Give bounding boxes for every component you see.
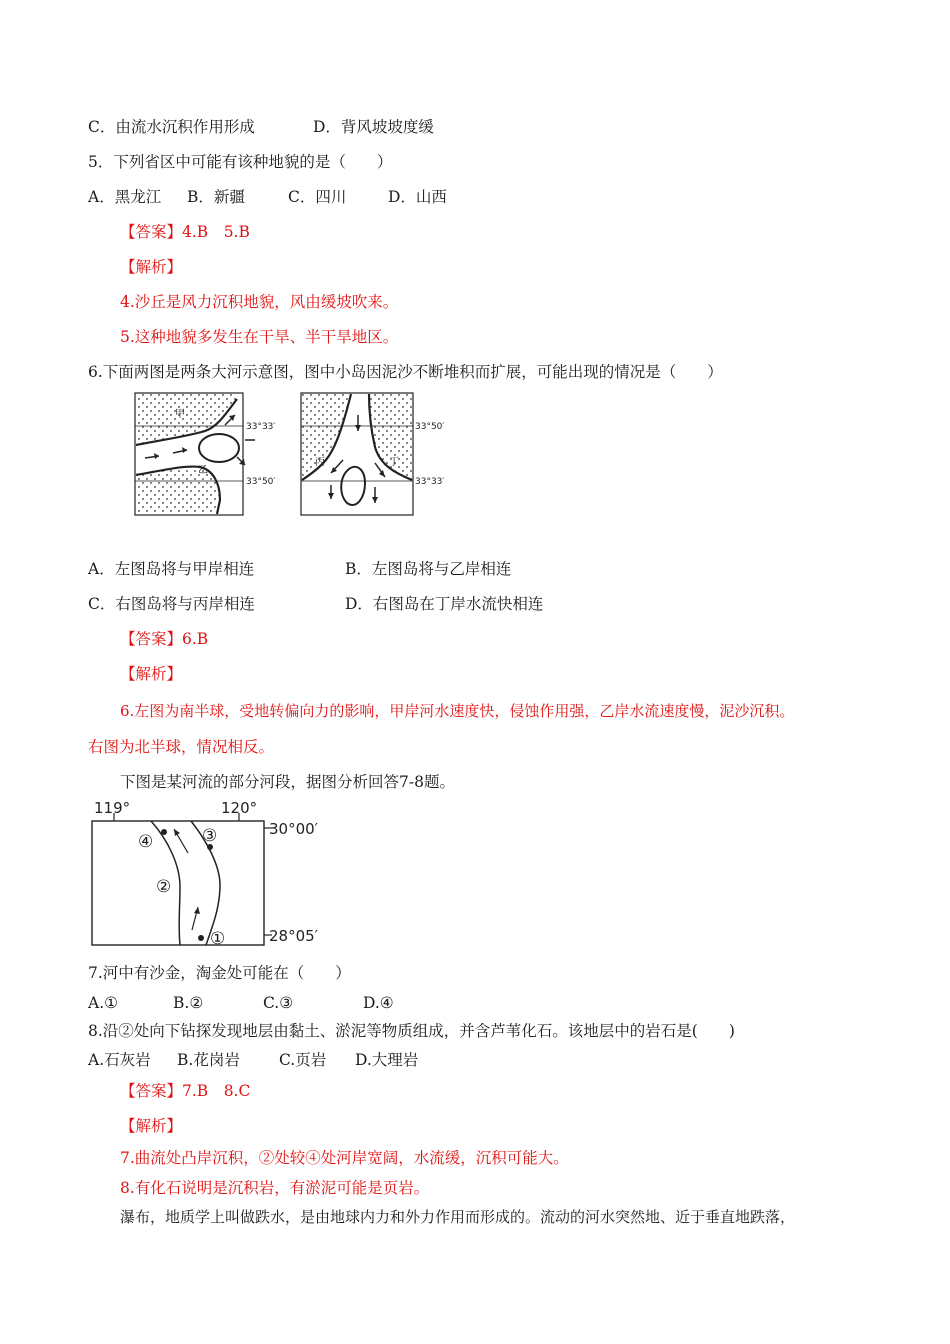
q8-option-a: A.石灰岩 bbox=[88, 1051, 151, 1069]
q5-option-a: A．黑龙江 bbox=[88, 188, 162, 206]
lat-label: 30°00′ bbox=[269, 820, 319, 838]
analysis-tag: 【解析】 bbox=[120, 665, 183, 683]
analysis-line: 4.沙丘是风力沉积地貌，风由缓坡吹来。 bbox=[120, 293, 399, 311]
q5-option-d: D．山西 bbox=[388, 188, 447, 206]
q5-option-b: B．新疆 bbox=[187, 188, 245, 206]
answer-value: 7.B 8.C bbox=[182, 1082, 251, 1100]
q6-option-a: A．左图岛将与甲岸相连 bbox=[88, 560, 255, 578]
point-4: ④ bbox=[138, 832, 154, 852]
q7-option-b: B.② bbox=[173, 994, 204, 1012]
intro-7-8: 下图是某河流的部分河段，据图分析回答7-8题。 bbox=[120, 773, 455, 791]
q6-stem: 6.下面两图是两条大河示意图，图中小岛因泥沙不断堆积而扩展，可能出现的情况是（ ） bbox=[88, 363, 723, 381]
analysis-line: 7.曲流处凸岸沉积，②处较④处河岸宽阔，水流缓，沉积可能大。 bbox=[120, 1149, 569, 1167]
lat-label: 33°50′ bbox=[415, 422, 445, 432]
point-3: ③ bbox=[202, 826, 218, 846]
analysis-tag: 【解析】 bbox=[120, 1117, 183, 1135]
q8-stem: 8.沿②处向下钻探发现地层由黏土、淤泥等物质组成，并含芦苇化石。该地层中的岩石是( ) bbox=[88, 1022, 735, 1040]
q7-option-d: D.④ bbox=[363, 994, 394, 1012]
analysis-line: 6.左图为南半球，受地转偏向力的影响，甲岸河水速度快，侵蚀作用强，乙岸水流速度慢，泥沙沉积。 bbox=[120, 702, 795, 720]
bank-label-yi: 乙 bbox=[198, 465, 208, 476]
q6-option-b: B．左图岛将与乙岸相连 bbox=[345, 560, 512, 578]
q4-option-d: D．背风坡坡度缓 bbox=[313, 118, 434, 136]
point-1: ① bbox=[210, 929, 226, 949]
q7-stem: 7.河中有沙金，淘金处可能在（ ） bbox=[88, 964, 351, 982]
answer-tag: 【答案】 bbox=[120, 1082, 183, 1100]
q6-option-d: D．右图岛在丁岸水流快相连 bbox=[345, 595, 544, 613]
q8-option-d: D.大理岩 bbox=[355, 1051, 419, 1069]
right-river-map bbox=[301, 393, 444, 515]
answer-value: 4.B 5.B bbox=[182, 223, 250, 241]
q8-option-c: C.页岩 bbox=[279, 1051, 327, 1069]
analysis-line: 5.这种地貌多发生在干旱、半干旱地区。 bbox=[120, 328, 399, 346]
answer-tag: 【答案】 bbox=[120, 630, 183, 648]
analysis-line: 8.有化石说明是沉积岩，有淤泥可能是页岩。 bbox=[120, 1179, 430, 1197]
left-river-map bbox=[135, 393, 275, 515]
bank-label-jia: 甲 bbox=[175, 409, 185, 420]
q78-figure bbox=[88, 795, 348, 955]
q7-option-a: A.① bbox=[88, 994, 119, 1012]
q7-option-c: C.③ bbox=[263, 994, 294, 1012]
lat-label: 28°05′ bbox=[269, 927, 319, 945]
q4-option-c: C．由流水沉积作用形成 bbox=[88, 118, 255, 136]
q6-option-c: C．右图岛将与丙岸相连 bbox=[88, 595, 255, 613]
paragraph-waterfall: 瀑布，地质学上叫做跌水，是由地球内力和外力作用而形成的。流动的河水突然地、近于垂直地跌落， bbox=[120, 1208, 796, 1226]
lat-label: 33°33′ bbox=[246, 422, 276, 432]
q6-figure bbox=[125, 385, 455, 520]
bank-label-bing: 丙 bbox=[315, 457, 325, 468]
answer-6 bbox=[120, 629, 208, 649]
lon-label: 120° bbox=[221, 799, 258, 817]
answer-value: 6.B bbox=[182, 630, 209, 648]
lat-label: 33°50′ bbox=[246, 477, 276, 487]
q5-option-c: C．四川 bbox=[288, 188, 347, 206]
bank-label-ding: 丁 bbox=[389, 457, 399, 468]
answer-tag: 【答案】 bbox=[120, 223, 183, 241]
q5-stem: 5．下列省区中可能有该种地貌的是（ ） bbox=[88, 153, 393, 171]
analysis-tag: 【解析】 bbox=[120, 258, 183, 276]
point-2: ② bbox=[156, 877, 172, 897]
answer-7-8 bbox=[120, 1081, 250, 1101]
q8-option-b: B.花岗岩 bbox=[177, 1051, 240, 1069]
lat-label: 33°33′ bbox=[415, 477, 445, 487]
analysis-line: 右图为北半球，情况相反。 bbox=[88, 738, 275, 756]
lon-label: 119° bbox=[94, 799, 131, 817]
answer-4-5 bbox=[120, 222, 250, 242]
